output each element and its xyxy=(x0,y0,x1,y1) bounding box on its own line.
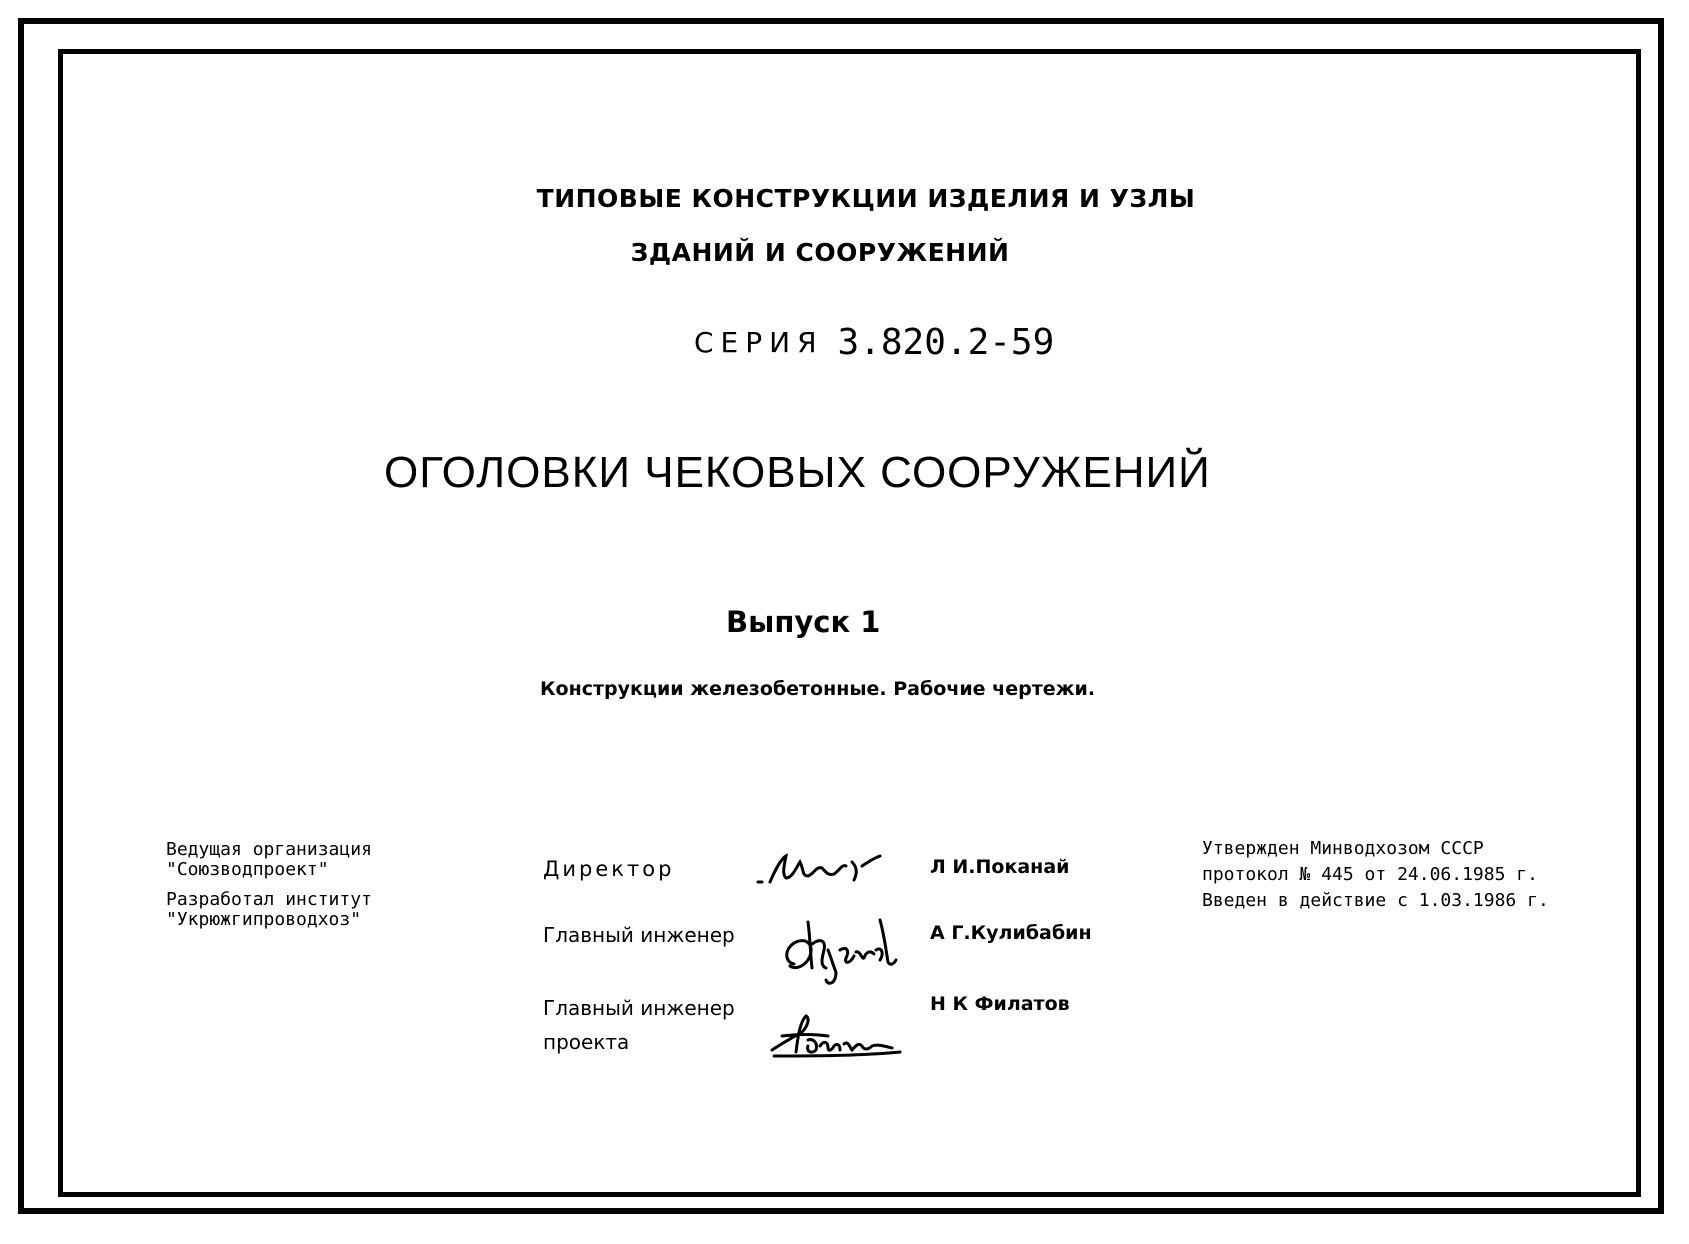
signatory-role-chief-engineer: Главный инженер xyxy=(543,923,735,947)
organizations-block xyxy=(166,840,372,940)
developer-organization xyxy=(166,890,372,930)
signatory-name-director: Л И.Поканай xyxy=(930,856,1070,878)
director-signature xyxy=(756,848,896,888)
series-label: СЕРИЯ xyxy=(694,326,824,359)
approval-line-1: Утвержден Минводхозом СССР xyxy=(1202,838,1484,859)
developer-name: "Укрюжгипроводхоз" xyxy=(166,909,362,930)
approval-line-2: протокол № 445 от 24.06.1985 г. xyxy=(1202,864,1538,885)
header-line-1: ТИПОВЫЕ КОНСТРУКЦИИ ИЗДЕЛИЯ И УЗЛЫ xyxy=(536,184,1196,213)
signatory-name-chief-project-engineer: Н К Филатов xyxy=(930,993,1070,1015)
document-title: ОГОЛОВКИ ЧЕКОВЫХ СООРУЖЕНИЙ xyxy=(384,448,1211,497)
document-subtitle: Конструкции железобетонные. Рабочие чертежи. xyxy=(540,678,1096,700)
developer-label: Разработал институт xyxy=(166,889,372,910)
signatory-role-chief-project-engineer-line2: проекта xyxy=(543,1030,630,1054)
series-designation xyxy=(694,322,1054,363)
chief-engineer-signature xyxy=(780,910,900,990)
signatory-role-director: Директор xyxy=(543,857,675,881)
signatory-name-chief-engineer: А Г.Кулибабин xyxy=(930,922,1092,944)
lead-org-name: "Союзводпроект" xyxy=(166,859,329,880)
series-number: 3.820.2-59 xyxy=(837,322,1055,363)
chief-project-engineer-signature xyxy=(768,1012,908,1062)
issue-number: Выпуск 1 xyxy=(726,605,881,639)
lead-organization xyxy=(166,840,372,880)
header-line-2: ЗДАНИЙ И СООРУЖЕНИЙ xyxy=(630,238,1010,267)
approval-block xyxy=(1202,836,1549,914)
signatory-role-chief-project-engineer-line1: Главный инженер xyxy=(543,996,735,1020)
approval-line-3: Введен в действие с 1.03.1986 г. xyxy=(1202,890,1549,911)
lead-org-label: Ведущая организация xyxy=(166,839,372,860)
